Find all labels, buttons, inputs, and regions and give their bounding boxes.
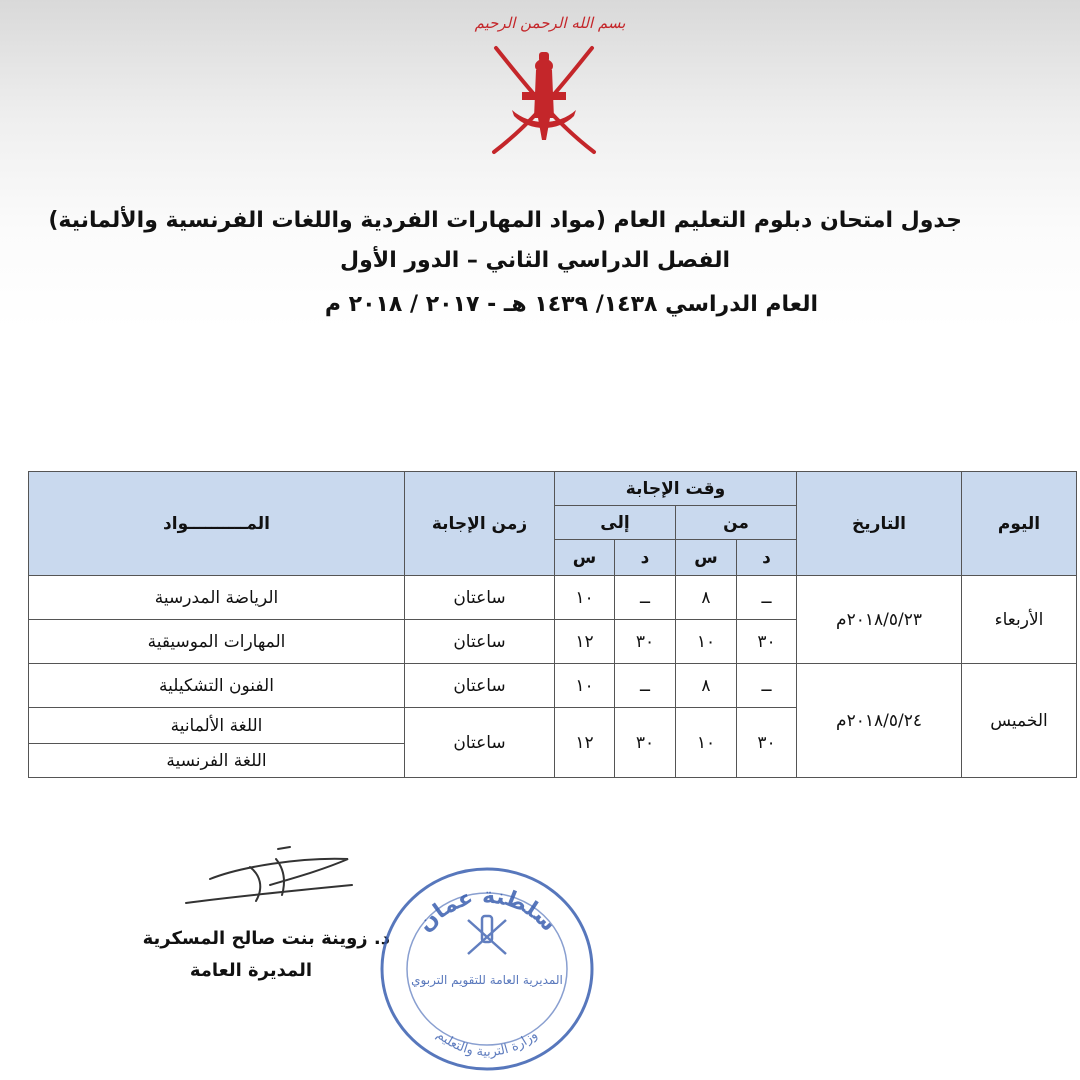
official-stamp (372, 858, 602, 1080)
header-date: التاريخ (797, 472, 962, 576)
to-hour-cell: ١٠ (555, 664, 615, 708)
header-to-hour: س (555, 540, 615, 576)
stamp-bottom-text: وزارة التربية والتعليم (433, 1027, 541, 1060)
signer-name: د. زوينة بنت صالح المسكرية (142, 928, 390, 949)
duration-cell: ساعتان (405, 664, 555, 708)
schedule-title: جدول امتحان دبلوم التعليم العام (مواد المهارات الفردية واللغات الفرنسية والألمانية) (48, 208, 962, 233)
header-to-minute: د (615, 540, 676, 576)
date-cell: ٢٠١٨/٥/٢٤م (797, 664, 962, 778)
to-minute-cell: ــ (615, 576, 676, 620)
subject-cell: اللغة الألمانية (29, 708, 405, 744)
from-minute-cell: ٣٠ (737, 708, 797, 778)
duration-cell: ساعتان (405, 708, 555, 778)
stamp-emblem-icon (468, 916, 506, 954)
oman-emblem-icon (482, 40, 606, 160)
from-minute-cell: ٣٠ (737, 620, 797, 664)
date-cell: ٢٠١٨/٥/٢٣م (797, 576, 962, 664)
from-hour-cell: ١٠ (676, 620, 737, 664)
subject-cell: الرياضة المدرسية (29, 576, 405, 620)
header-day: اليوم (962, 472, 1077, 576)
table-row (29, 664, 1077, 708)
to-hour-cell: ١٠ (555, 576, 615, 620)
to-minute-cell: ــ (615, 664, 676, 708)
to-minute-cell: ٣٠ (615, 620, 676, 664)
signature-scribble (180, 845, 360, 915)
day-cell: الأربعاء (962, 576, 1077, 664)
header-subjects: المــــــــــواد (29, 472, 405, 576)
to-hour-cell: ١٢ (555, 620, 615, 664)
semester-title: الفصل الدراسي الثاني – الدور الأول (340, 248, 730, 273)
academic-year-title: العام الدراسي ١٤٣٨/ ١٤٣٩ هـ - ٢٠١٧ / ٢٠١٨ م (324, 292, 818, 317)
subject-cell: المهارات الموسيقية (29, 620, 405, 664)
stamp-middle-text: المديرية العامة للتقويم التربوي (411, 973, 563, 987)
duration-cell: ساعتان (405, 576, 555, 620)
stamp-top-text: سلطنة عمان (412, 883, 561, 937)
to-hour-cell: ١٢ (555, 708, 615, 778)
from-hour-cell: ١٠ (676, 708, 737, 778)
header-from-hour: س (676, 540, 737, 576)
from-minute-cell: ــ (737, 664, 797, 708)
from-hour-cell: ٨ (676, 664, 737, 708)
subject-cell: اللغة الفرنسية (29, 744, 405, 778)
day-cell: الخميس (962, 664, 1077, 778)
header-to: إلى (555, 506, 676, 540)
signer-title: المديرة العامة (189, 960, 312, 981)
subject-cell: الفنون التشكيلية (29, 664, 405, 708)
header-answer-time: وقت الإجابة (555, 472, 797, 506)
table-row (29, 576, 1077, 620)
basmala: بسم الله الرحمن الرحيم (474, 14, 626, 32)
from-hour-cell: ٨ (676, 576, 737, 620)
duration-cell: ساعتان (405, 620, 555, 664)
header-from: من (676, 506, 797, 540)
header-from-minute: د (737, 540, 797, 576)
to-minute-cell: ٣٠ (615, 708, 676, 778)
from-minute-cell: ــ (737, 576, 797, 620)
svg-text:وزارة التربية والتعليم (433, 1027, 540, 1059)
header-duration: زمن الإجابة (405, 472, 555, 576)
exam-schedule-table (28, 471, 1077, 778)
